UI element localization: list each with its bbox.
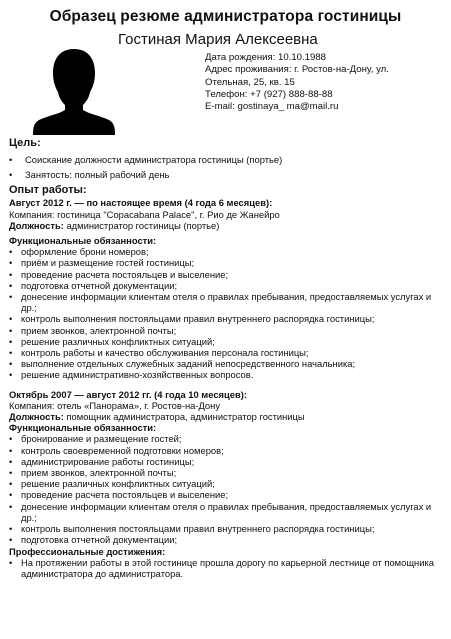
person-silhouette-icon [33, 47, 115, 135]
job-period: Октябрь 2007 — август 2012 гг. (4 года 10 месяцев): [9, 388, 248, 400]
job-position [9, 411, 445, 422]
page-title: Образец резюме администратора гостиницы [49, 8, 402, 25]
list-item: • подготовка отчетной документации; [9, 280, 445, 291]
list-item: • проведение расчета постояльцев и выселение; [9, 269, 445, 280]
list-item: • решение различных конфликтных ситуаций; [9, 336, 445, 347]
list-item: • оформление брони номеров; [9, 246, 445, 257]
duties-list [9, 246, 445, 380]
address-line-2: Отельная, 25, кв. 15 [205, 76, 295, 88]
duties-list [9, 433, 445, 545]
job-position [9, 220, 445, 231]
list-item: • выполнение отдельных служебных заданий непосредственного начальника; [9, 358, 445, 369]
list-item: • контроль выполнения постояльцами правил внутреннего распорядка гостиницы; [9, 523, 445, 534]
job-period: Август 2012 г. — по настоящее время (4 года 6 месяцев): [9, 197, 273, 209]
list-item: • контроль своевременной подготовки номеров; [9, 445, 445, 456]
list-item: • контроль выполнения постояльцами правил внутреннего распорядка гостиницы; [9, 313, 445, 324]
resume-content [9, 137, 445, 579]
list-item: • На протяжении работы в этой гостинице прошла дорогу по карьерной лестнице от помощника администратора до администратора. [9, 557, 445, 579]
list-item: • донесение информации клиентам отеля о правилах пребывания, предоставляемых услугах и др.; [9, 291, 445, 313]
list-item: • проведение расчета постояльцев и выселение; [9, 489, 445, 500]
goal-list [9, 154, 445, 180]
position-label: Должность: [9, 219, 64, 231]
goal-heading: Цель: [9, 137, 41, 149]
email: E-mail: gostinaya_ ma@mail.ru [205, 101, 339, 113]
phone: Телефон: +7 (927) 888-88-88 [205, 88, 333, 100]
list-item: • Занятость: полный рабочий день [9, 169, 445, 180]
duties-heading: Функциональные обязанности: [9, 235, 157, 247]
list-item: • Соискание должности администратора гостиницы (портье) [9, 154, 445, 165]
list-item: • прием звонков, электронной почты; [9, 467, 445, 478]
list-item: • решение различных конфликтных ситуаций; [9, 478, 445, 489]
list-item: • администрирование работы гостиницы; [9, 456, 445, 467]
list-item: • прием звонков, электронной почты; [9, 325, 445, 336]
list-item: • контроль работы и качество обслуживания персонала гостиницы; [9, 347, 445, 358]
list-item: • приём и размещение гостей гостиницы; [9, 257, 445, 268]
achievements-heading: Профессиональные достижения: [9, 545, 166, 557]
list-item: • бронирование и размещение гостей; [9, 433, 445, 444]
duties-heading: Функциональные обязанности: [9, 422, 157, 434]
experience-heading: Опыт работы: [9, 184, 87, 197]
list-item: • подготовка отчетной документации; [9, 534, 445, 545]
position-value: помощник администратора, администратор гостиницы [63, 411, 305, 423]
job-company: Компания: отель «Панорама», г. Ростов-на-Дону [9, 399, 221, 411]
candidate-name: Гостиная Мария Алексеевна [118, 31, 318, 48]
position-value: администратор гостиницы (портье) [63, 219, 220, 231]
job-company: Компания: гостиница "Copacabana Palace", г. Рио де Жанейро [9, 208, 280, 220]
list-item: • донесение информации клиентам отеля о правилах пребывания, предоставляемых услугах и др.; [9, 501, 445, 523]
list-item: • решение административно-хозяйственных вопросов. [9, 369, 445, 380]
contact-info [205, 52, 445, 113]
birth-date: Дата рождения: 10.10.1988 [205, 52, 327, 63]
position-label: Должность: [9, 411, 64, 423]
achievements-list [9, 557, 445, 579]
address-line-1: Адрес проживания: г. Ростов-на-Дону, ул. [205, 64, 389, 76]
